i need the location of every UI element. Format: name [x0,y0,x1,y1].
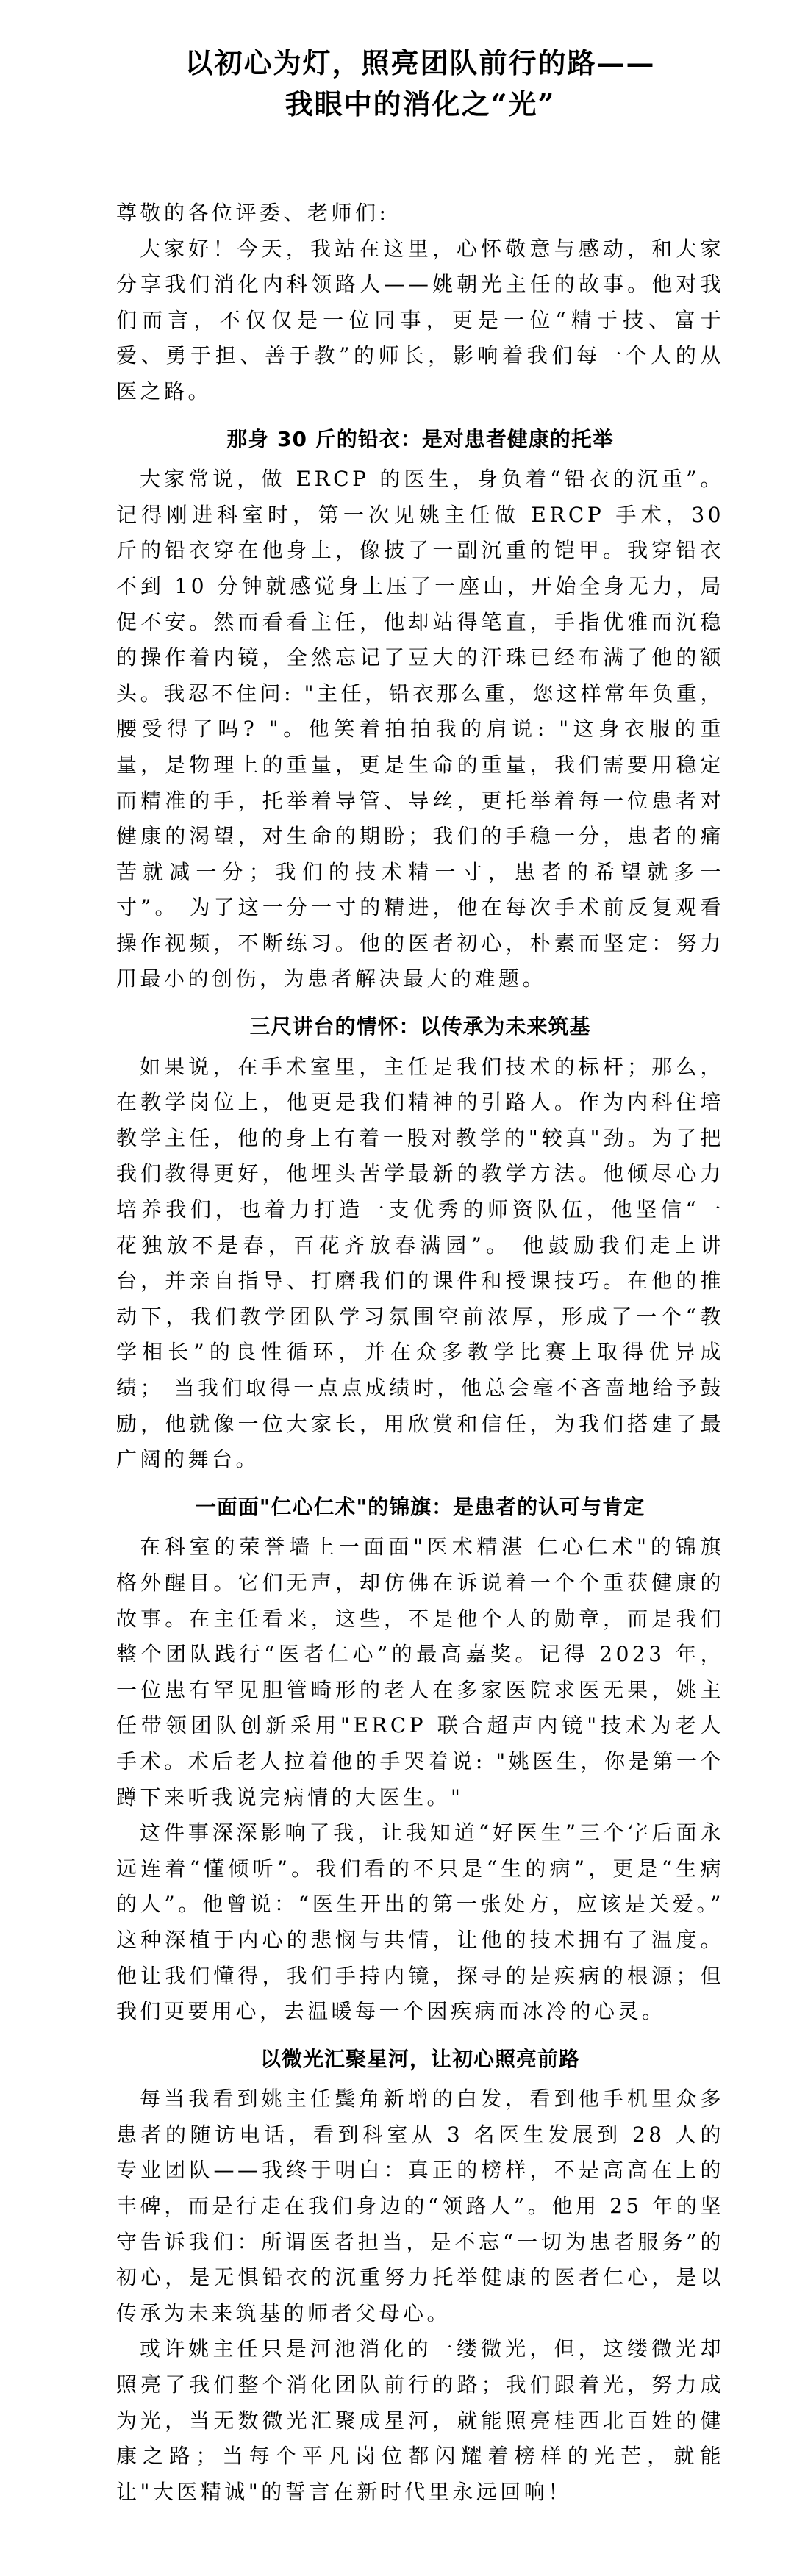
paragraph-listening: 这件事深深影响了我，让我知道“好医生”三个字后面永远连着“懂倾听”。我们看的不只是“生的病”，更是“生病的人”。他曾说：“医生开出的第一张处方，应该是关爱。”这种深植于内心的悲悯与共情，让他的技术拥有了温度。他让我们懂得，我们手持内镜，探寻的是疾病的根源；但我们更要用心，去温暖每一个因疾病而冰冷的心灵。 [116,1820,724,2024]
title-line-1: 以初心为灯，照亮团队前行的路—— [185,46,656,79]
section-heading-teaching: 三尺讲台的情怀：以传承为未来筑基 [249,1014,591,1039]
paragraph-intro: 大家好！今天，我站在这里，心怀敬意与感动，和大家分享我们消化内科领路人——姚朝光主任的故事。他对我们而言，不仅仅是一位同事，更是一位“精于技、富于爱、勇于担、善于教”的师长，影响着我们每一个人的从医之路。 [116,236,724,403]
paragraph-banners: 在科室的荣誉墙上一面面"医术精湛 仁心仁术"的锦旗格外醒目。它们无声，却仿佛在诉说着一个个重获健康的故事。在主任看来，这些，不是他个人的勋章，而是我们整个团队践行“医者仁心”的最高嘉奖。记得 2023 年，一位患有罕见胆管畸形的老人在多家医院求医无果，姚主任带领团队创新采用"ERCP 联合超声内镜"技术为老人手术。术后老人拉着他的手哭着说: "姚医生，你是第一个蹲下来听我说完病情的大医生。" [116,1535,724,1809]
paragraph-closing: 或许姚主任只是河池消化的一缕微光，但，这缕微光却照亮了我们整个消化团队前行的路；我们跟着光，努力成为光，当无数微光汇聚成星河，就能照亮桂西北百姓的健康之路；当每个平凡岗位都闪耀着榜样的光芒，就能让"大医精诚"的誓言在新时代里永远回响！ [116,2336,724,2504]
paragraph-lead-apron: 大家常说，做 ERCP 的医生，身负着“铅衣的沉重”。记得刚进科室时，第一次见姚主任做 ERCP 手术，30 斤的铅衣穿在他身上，像披了一副沉重的铠甲。我穿铅衣不到 10 分钟就感觉身上压了一座山，开始全身无力，局促不安。然而看看主任，他却站得笔直，手指优雅而沉稳的操作着内镜，全然忘记了豆大的汗珠已经布满了他的额头。我忍不住问: "主任，铅衣那么重，您这样常年负重，腰受得了吗? "。他笑着拍拍我的肩说: "这身衣服的重量，是物理上的重量，更是生命的重量，我们需要用稳定而精准的手，托举着导管、导丝，更托举着每一位患者对健康的渴望，对生命的期盼；我们的手稳一分，患者的痛苦就减一分；我们的技术精一寸，患者的希望就多一寸”。 为了这一分一寸的精进，他在每次手术前反复观看操作视频，不断练习。他的医者初心，朴素而坚定：努力用最小的创伤，为患者解决最大的难题。 [116,467,724,991]
title-line-2: 我眼中的消化之“光” [285,87,556,121]
section-heading-starlight: 以微光汇聚星河，让初心照亮前路 [260,2046,580,2071]
section-heading-lead-apron: 那身 30 斤的铅衣：是对患者健康的托举 [226,426,614,451]
document-title [116,43,724,125]
section-heading-banners: 一面面"仁心仁术"的锦旗：是患者的认可与肯定 [195,1494,645,1519]
paragraph-role-model: 每当我看到姚主任鬓角新增的白发，看到他手机里众多患者的随访电话，看到科室从 3 名医生发展到 28 人的专业团队——我终于明白：真正的榜样，不是高高在上的丰碑，而是行走在我们身边的“领路人”。他用 25 年的坚守告诉我们：所谓医者担当，是不忘“一切为患者服务”的初心，是无惧铅衣的沉重努力托举健康的医者仁心，是以传承为未来筑基的师者父母心。 [116,2087,724,2325]
salutation: 尊敬的各位评委、老师们: [116,201,390,225]
paragraph-teaching: 如果说，在手术室里，主任是我们技术的标杆；那么，在教学岗位上，他更是我们精神的引路人。作为内科住培教学主任，他的身上有着一股对教学的"较真"劲。为了把我们教得更好，他埋头苦学最新的教学方法。他倾尽心力培养我们，也着力打造一支优秀的师资队伍，他坚信“一花独放不是春，百花齐放春满园”。 他鼓励我们走上讲台，并亲自指导、打磨我们的课件和授课技巧。在他的推动下，我们教学团队学习氛围空前浓厚，形成了一个“教学相长”的良性循环，并在众多教学比赛上取得优异成绩； 当我们取得一点点成绩时，他总会毫不吝啬地给予鼓励，他就像一位大家长，用欣赏和信任，为我们搭建了最广阔的舞台。 [116,1054,724,1472]
